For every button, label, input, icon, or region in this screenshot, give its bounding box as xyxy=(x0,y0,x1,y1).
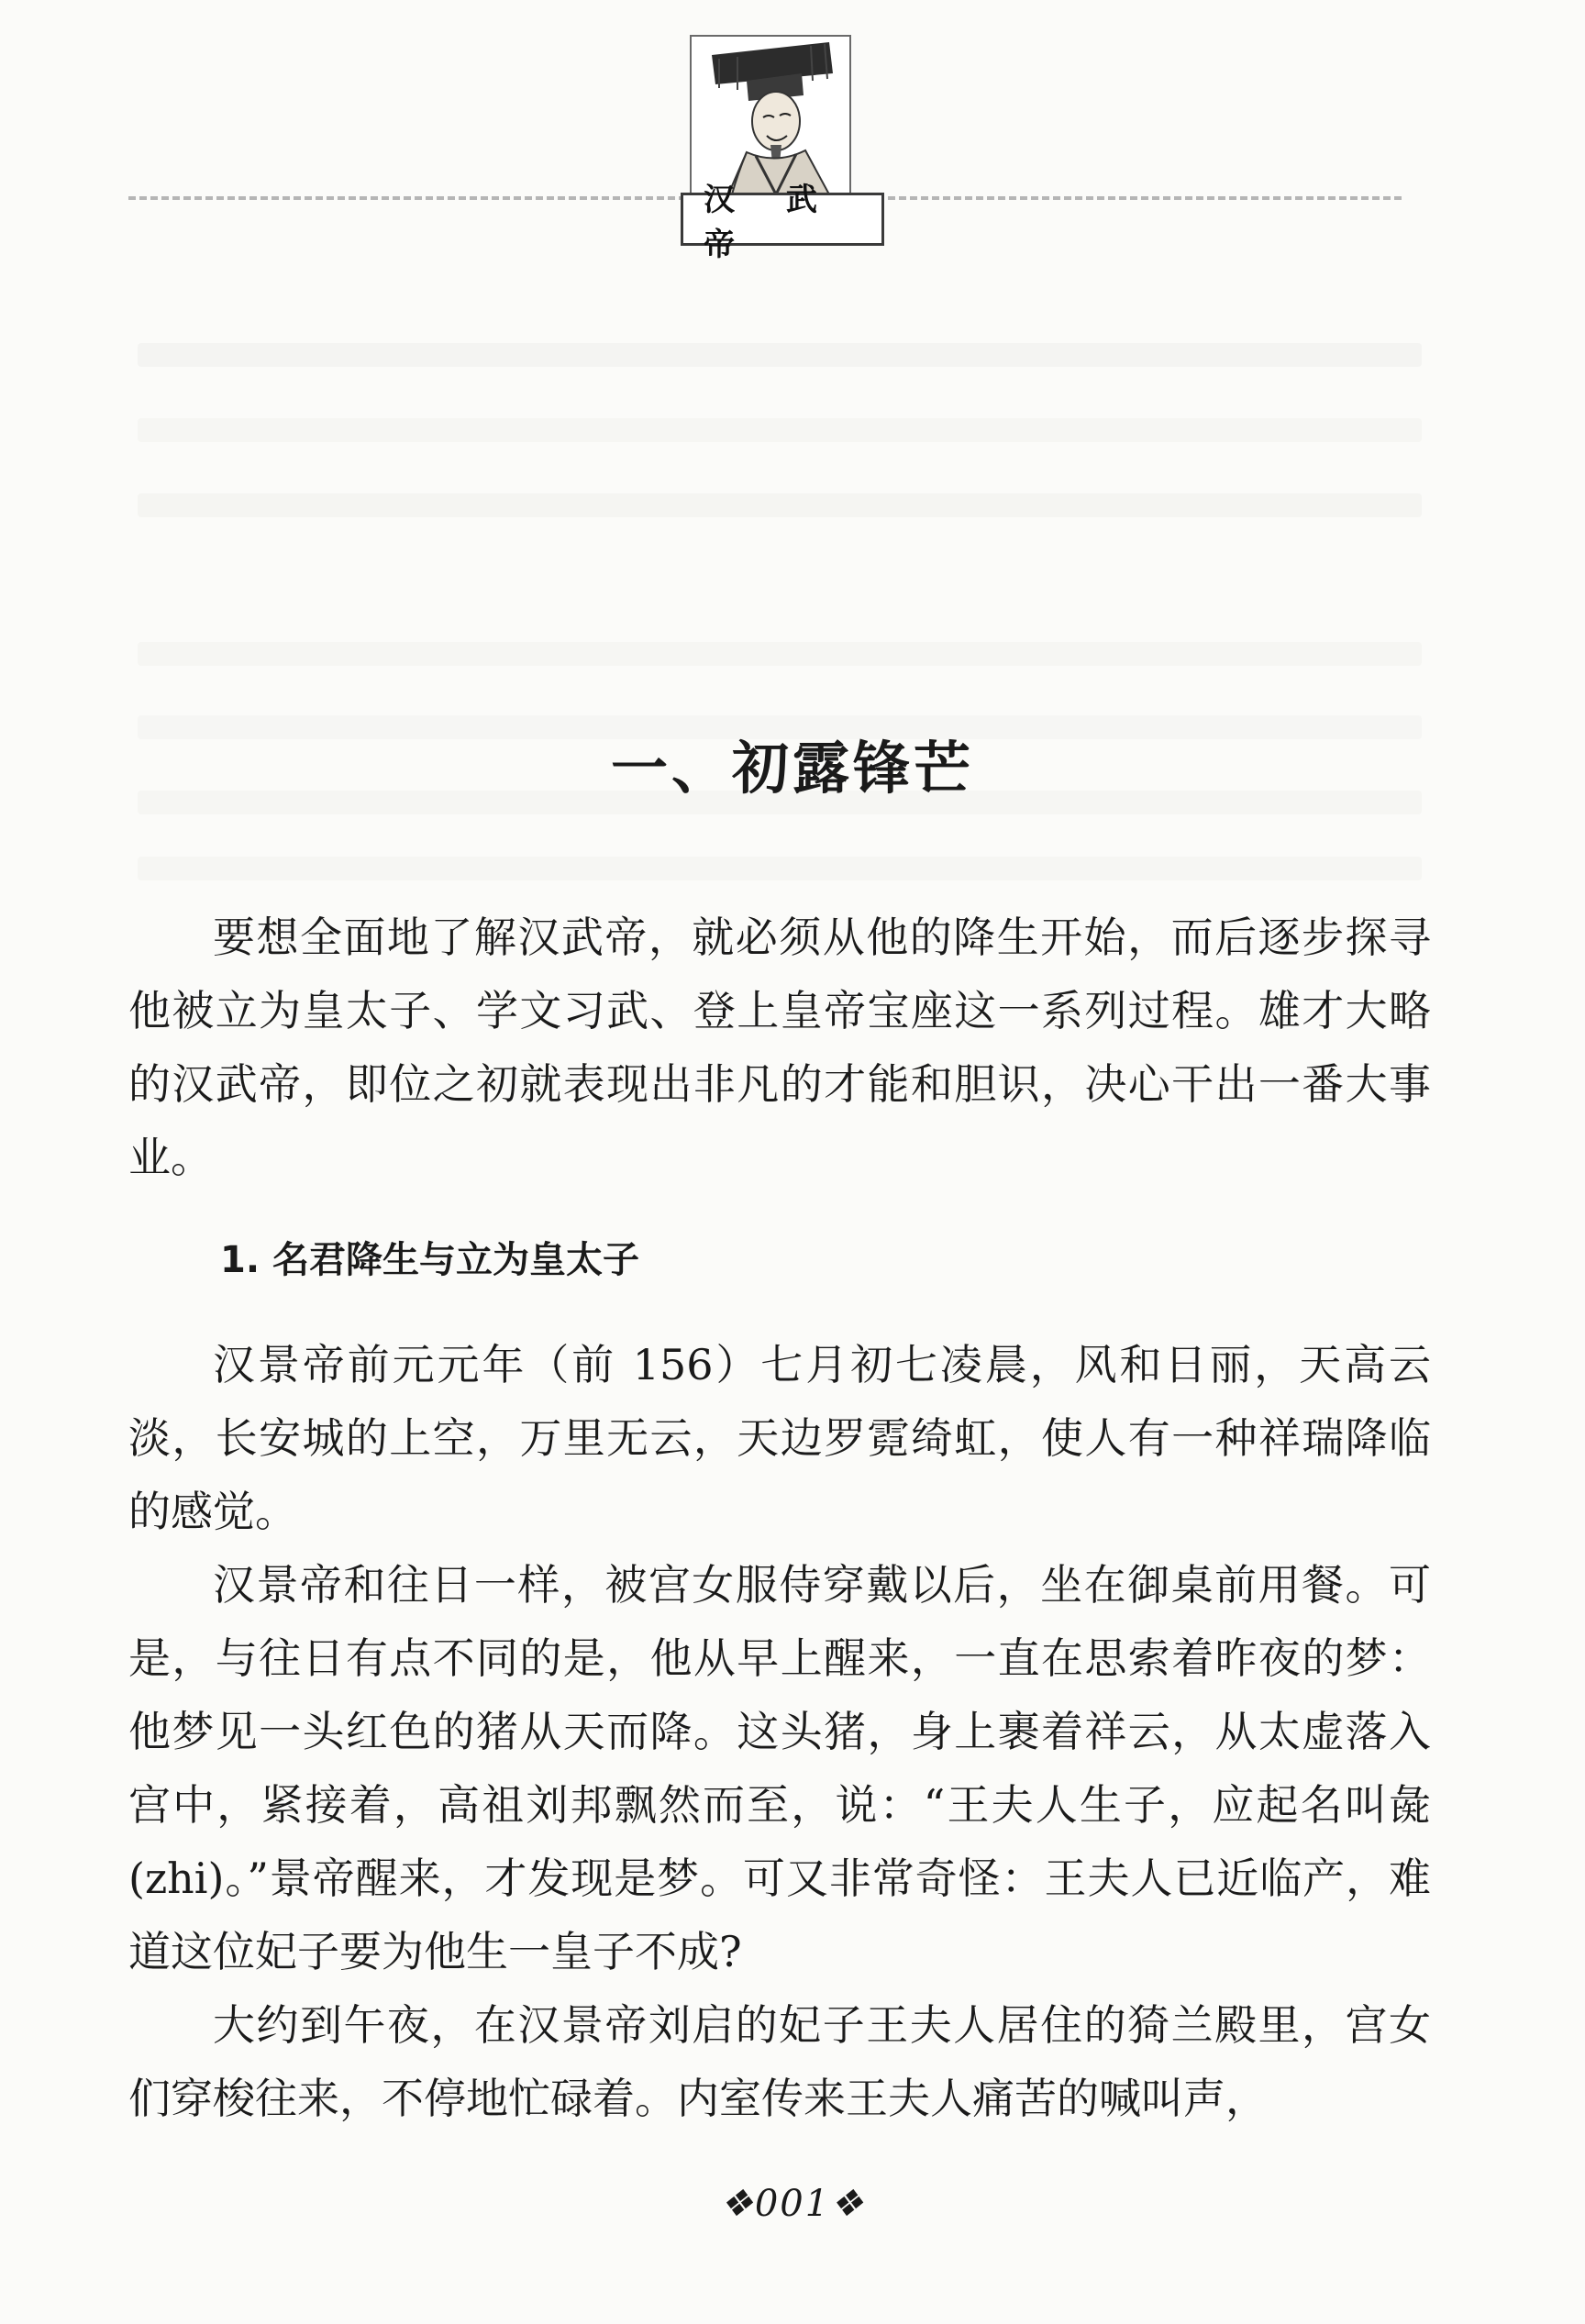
show-through-line xyxy=(138,493,1422,517)
section-title: 1. 名君降生与立为皇太子 xyxy=(220,1239,639,1281)
body-paragraph: 大约到午夜，在汉景帝刘启的妃子王夫人居住的猗兰殿里，宫女们穿梭往来，不停地忙碌着。内室传来王夫人痛苦的喊叫声， xyxy=(128,2000,1431,2123)
emperor-portrait-icon xyxy=(690,35,851,196)
show-through-line xyxy=(138,642,1422,666)
intro-text xyxy=(128,901,1431,1194)
body-text xyxy=(128,1328,1431,2135)
intro-paragraph: 要想全面地了解汉武帝，就必须从他的降生开始，而后逐步探寻他被立为皇太子、学文习武、登上皇帝宝座这一系列过程。雄才大略的汉武帝，即位之初就表现出非凡的才能和胆识，决心干出一番大事业。 xyxy=(128,913,1431,1182)
body-paragraph: 汉景帝前元元年（前 156）七月初七凌晨，风和日丽，天高云淡，长安城的上空，万里无云，天边罗霓绮虹，使人有一种祥瑞降临的感觉。 xyxy=(128,1340,1431,1536)
show-through-line xyxy=(138,418,1422,442)
header-title-box xyxy=(681,182,884,263)
show-through-line xyxy=(138,857,1422,880)
running-header xyxy=(0,0,1585,263)
body-paragraph: 汉景帝和往日一样，被宫女服侍穿戴以后，坐在御桌前用餐。可是，与往日有点不同的是，他从早上醒来，一直在思索着昨夜的梦：他梦见一头红色的猪从天而降。这头猪，身上裹着祥云，从太虚落入宫中，紧接着，高祖刘邦飘然而至，说：“王夫人生子，应起名叫彘(zhi)。”景帝醒来，才发现是梦。可又非常奇怪：王夫人已近临产，难道这位妃子要为他生一皇子不成? xyxy=(128,1560,1431,1976)
chapter-title: 一、初露锋芒 xyxy=(610,735,974,802)
show-through-line xyxy=(138,343,1422,367)
page-number: ❖001❖ xyxy=(719,2183,866,2225)
header-title: 汉 武 帝 xyxy=(704,182,837,263)
